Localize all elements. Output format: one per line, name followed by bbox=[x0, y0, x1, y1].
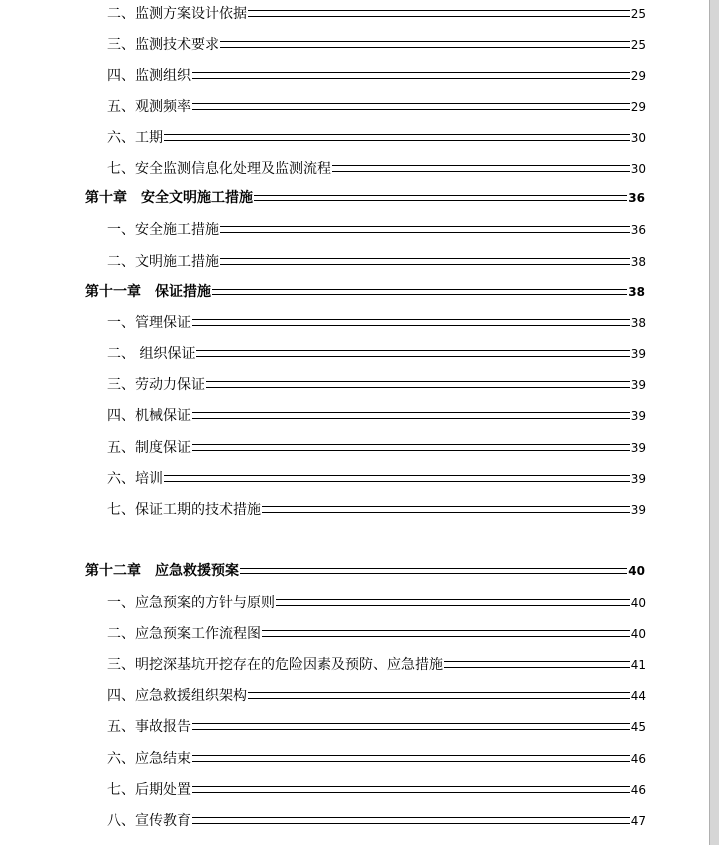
toc-leader bbox=[248, 10, 630, 17]
toc-entry-label: 八、宣传教育 bbox=[107, 813, 191, 829]
page-edge-border bbox=[709, 0, 719, 845]
toc-leader bbox=[262, 630, 630, 637]
toc-leader bbox=[164, 134, 630, 141]
toc-entry[interactable] bbox=[107, 251, 646, 271]
toc-leader bbox=[240, 568, 627, 574]
toc-entry-label: 五、观测频率 bbox=[107, 99, 191, 115]
toc-leader bbox=[220, 41, 630, 48]
toc-leader bbox=[196, 350, 629, 357]
toc-leader bbox=[212, 289, 627, 295]
toc-entry[interactable] bbox=[107, 779, 646, 799]
toc-page-number: 39 bbox=[630, 472, 646, 486]
toc-entry-label: 一、应急预案的方针与原则 bbox=[107, 595, 275, 611]
toc-leader bbox=[262, 506, 630, 513]
toc-entry[interactable] bbox=[107, 468, 646, 488]
toc-leader bbox=[276, 599, 630, 606]
toc-entry[interactable] bbox=[107, 748, 646, 768]
toc-leader bbox=[192, 103, 630, 110]
toc-page-number: 45 bbox=[630, 720, 646, 734]
toc-page-number: 39 bbox=[630, 378, 646, 392]
toc-entry-label: 五、事故报告 bbox=[107, 719, 191, 735]
toc-entry[interactable] bbox=[107, 374, 646, 394]
toc-page-number: 44 bbox=[630, 689, 646, 703]
toc-entry[interactable] bbox=[107, 127, 646, 147]
toc-leader bbox=[192, 817, 630, 824]
toc-page-number: 46 bbox=[630, 783, 646, 797]
toc-entry[interactable] bbox=[107, 96, 646, 116]
toc-entry[interactable] bbox=[107, 499, 646, 519]
toc-page-number: 39 bbox=[630, 503, 646, 517]
toc-entry-label: 四、应急救援组织架构 bbox=[107, 688, 247, 704]
toc-chapter-entry[interactable] bbox=[85, 281, 645, 301]
toc-page-number: 41 bbox=[630, 658, 646, 672]
toc-entry-label: 二、监测方案设计依据 bbox=[107, 6, 247, 22]
toc-page-number: 29 bbox=[630, 69, 646, 83]
toc-entry-label: 四、监测组织 bbox=[107, 68, 191, 84]
toc-leader bbox=[192, 755, 630, 762]
toc-page-number: 40 bbox=[628, 564, 645, 578]
toc-leader bbox=[192, 723, 630, 730]
toc-entry[interactable] bbox=[107, 716, 646, 736]
toc-entry[interactable] bbox=[107, 810, 646, 830]
toc-entry[interactable] bbox=[107, 654, 646, 674]
toc-leader bbox=[164, 475, 630, 482]
toc-entry[interactable] bbox=[107, 219, 646, 239]
toc-leader bbox=[206, 381, 630, 388]
toc-leader bbox=[254, 195, 627, 201]
toc-page-number: 47 bbox=[630, 814, 646, 828]
toc-entry-label: 七、安全监测信息化处理及监测流程 bbox=[107, 161, 331, 177]
toc-page-number: 36 bbox=[630, 223, 646, 237]
toc-entry[interactable] bbox=[107, 405, 646, 425]
toc-page-number: 38 bbox=[630, 255, 646, 269]
toc-entry-label: 七、后期处置 bbox=[107, 782, 191, 798]
toc-page-number: 40 bbox=[630, 627, 646, 641]
toc-page-number: 39 bbox=[630, 409, 646, 423]
toc-page-number: 38 bbox=[628, 285, 645, 299]
toc-entry[interactable] bbox=[107, 343, 646, 363]
toc-entry[interactable] bbox=[107, 65, 646, 85]
toc-page-number: 39 bbox=[630, 441, 646, 455]
toc-entry-label: 二、应急预案工作流程图 bbox=[107, 626, 261, 642]
toc-entry-label: 六、培训 bbox=[107, 471, 163, 487]
toc-entry[interactable] bbox=[107, 437, 646, 457]
toc-entry-label: 一、安全施工措施 bbox=[107, 222, 219, 238]
toc-entry-label: 七、保证工期的技术措施 bbox=[107, 502, 261, 518]
toc-page-number: 25 bbox=[630, 38, 646, 52]
toc-leader bbox=[332, 165, 630, 172]
toc-leader bbox=[192, 786, 630, 793]
toc-entry-label: 四、机械保证 bbox=[107, 408, 191, 424]
toc-leader bbox=[220, 226, 630, 233]
toc-page-number: 30 bbox=[630, 131, 646, 145]
toc-chapter-label: 第十二章 应急救援预案 bbox=[85, 563, 239, 579]
toc-leader bbox=[248, 692, 630, 699]
toc-entry[interactable] bbox=[107, 685, 646, 705]
toc-entry-label: 二、文明施工措施 bbox=[107, 254, 219, 270]
toc-entry-label: 二、 组织保证 bbox=[107, 346, 196, 362]
toc-entry[interactable] bbox=[107, 623, 646, 643]
toc-entry[interactable] bbox=[107, 34, 646, 54]
toc-chapter-entry[interactable] bbox=[85, 187, 645, 207]
toc-leader bbox=[192, 412, 630, 419]
toc-page-number: 39 bbox=[630, 347, 646, 361]
toc-chapter-label: 第十章 安全文明施工措施 bbox=[85, 190, 253, 206]
toc-entry[interactable] bbox=[107, 158, 646, 178]
toc-leader bbox=[192, 72, 630, 79]
toc-page-number: 40 bbox=[630, 596, 646, 610]
toc-entry-label: 六、应急结束 bbox=[107, 751, 191, 767]
toc-entry-label: 五、制度保证 bbox=[107, 440, 191, 456]
toc-chapter-label: 第十一章 保证措施 bbox=[85, 284, 211, 300]
toc-entry[interactable] bbox=[107, 3, 646, 23]
toc-leader bbox=[192, 319, 630, 326]
toc-entry-label: 三、劳动力保证 bbox=[107, 377, 205, 393]
toc-entry[interactable] bbox=[107, 312, 646, 332]
toc-leader bbox=[444, 661, 630, 668]
toc-leader bbox=[192, 444, 630, 451]
toc-entry-label: 一、管理保证 bbox=[107, 315, 191, 331]
toc-entry-label: 六、工期 bbox=[107, 130, 163, 146]
toc-leader bbox=[220, 258, 630, 265]
toc-page-number: 38 bbox=[630, 316, 646, 330]
toc-entry[interactable] bbox=[107, 592, 646, 612]
toc-chapter-entry[interactable] bbox=[85, 560, 645, 580]
toc-page-number: 29 bbox=[630, 100, 646, 114]
toc-page-number: 46 bbox=[630, 752, 646, 766]
toc-page-number: 36 bbox=[628, 191, 645, 205]
toc-page-number: 30 bbox=[630, 162, 646, 176]
toc-entry-label: 三、监测技术要求 bbox=[107, 37, 219, 53]
toc-entry-label: 三、明挖深基坑开挖存在的危险因素及预防、应急措施 bbox=[107, 657, 443, 673]
toc-page-number: 25 bbox=[630, 7, 646, 21]
